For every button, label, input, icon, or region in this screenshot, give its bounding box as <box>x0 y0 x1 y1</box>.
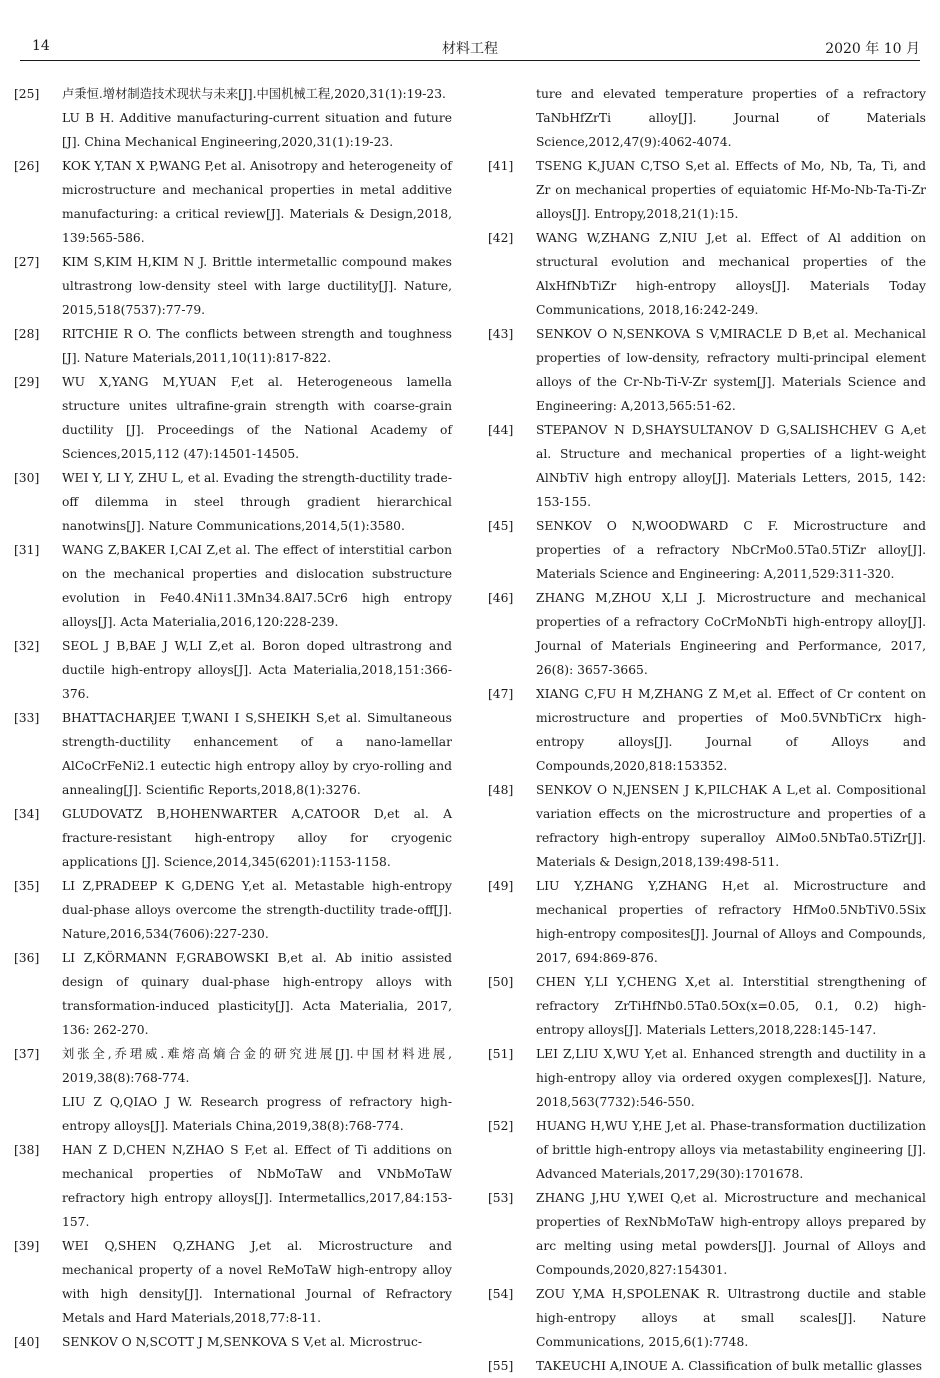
reference-text: CHEN Y,LI Y,CHENG X,et al. Interstitial strengthening of refractory ZrTiHfNb0.5Ta0.5Ox(x=0.05, 0.1, 0.2) high-entropy alloys[J]. Materials Letters,2018,228:145-147. <box>536 975 926 1037</box>
reference-number: [34] <box>14 807 40 821</box>
reference-text: ZOU Y,MA H,SPOLENAK R. Ultrastrong ductile and stable high-entropy alloys at small scales[J]. Nature Communications, 2015,6(1):7748. <box>536 1287 926 1349</box>
reference-entry <box>14 634 452 706</box>
reference-number: [29] <box>14 375 40 389</box>
reference-text: WANG W,ZHANG Z,NIU J,et al. Effect of Al addition on structural evolution and mechanical properties of the AlxHfNbTiZr high-entropy alloys[J]. Materials Today Communications, 2018,16:242-249. <box>536 231 926 317</box>
reference-text: LI Z,PRADEEP K G,DENG Y,et al. Metastable high-entropy dual-phase alloys overcome the strength-ductility trade-off[J]. Nature,2016,534(7606):227-230. <box>62 879 452 941</box>
reference-text: RITCHIE R O. The conflicts between strength and toughness [J]. Nature Materials,2011,10(11):817-822. <box>62 327 452 365</box>
reference-entry <box>488 1114 926 1186</box>
reference-entry <box>14 82 452 154</box>
reference-entry <box>488 322 926 418</box>
reference-text: STEPANOV N D,SHAYSULTANOV D G,SALISHCHEV G A,et al. Structure and mechanical properties of a light-weight AlNbTiV high entropy alloy[J]. Materials Letters, 2015, 142: 153-155. <box>536 423 926 509</box>
reference-text: TAKEUCHI A,INOUE A. Classification of bulk metallic glasses <box>536 1359 923 1373</box>
reference-entry <box>488 682 926 778</box>
reference-entry <box>488 1354 926 1378</box>
reference-text: LI Z,KÖRMANN F,GRABOWSKI B,et al. Ab initio assisted design of quinary dual-phase high-entropy alloys with transformation-induced plasticity[J]. Acta Materialia, 2017, 136: 262-270. <box>62 951 452 1037</box>
reference-entry <box>488 226 926 322</box>
reference-text: TSENG K,JUAN C,TSO S,et al. Effects of Mo, Nb, Ta, Ti, and Zr on mechanical properties of equiatomic Hf-Mo-Nb-Ta-Ti-Zr alloys[J]. Entropy,2018,21(1):15. <box>536 159 926 221</box>
reference-text: ZHANG M,ZHOU X,LI J. Microstructure and mechanical properties of a refractory CoCrMoNbTi high-entropy alloy[J]. Journal of Materials Engineering and Performance, 2017, 26(8): 3657-3665. <box>536 591 926 677</box>
reference-number: [36] <box>14 951 40 965</box>
reference-text: SENKOV O N,SCOTT J M,SENKOVA S V,et al. Microstruc- <box>62 1335 423 1349</box>
reference-number: [37] <box>14 1047 40 1061</box>
reference-text: ture and elevated temperature properties of a refractory TaNbHfZrTi alloy[J]. Journal of Materials Science,2012,47(9):4062-4074. <box>536 87 926 149</box>
reference-number: [31] <box>14 543 40 557</box>
page-number: 14 <box>32 38 50 54</box>
reference-entry <box>488 418 926 514</box>
reference-number: [49] <box>488 879 514 893</box>
reference-number: [33] <box>14 711 40 725</box>
issue-date: 2020 年 10 月 <box>825 41 920 57</box>
reference-number: [32] <box>14 639 40 653</box>
reference-number: [41] <box>488 159 514 173</box>
reference-number: [47] <box>488 687 514 701</box>
reference-text: HUANG H,WU Y,HE J,et al. Phase-transformation ductilization of brittle high-entropy alloys via metastability engineering [J]. Advanced Materials,2017,29(30):1701678. <box>536 1119 926 1181</box>
reference-text: LIU Y,ZHANG Y,ZHANG H,et al. Microstructure and mechanical properties of refractory HfMo0.5NbTiV0.5Six high-entropy composites[J]. Journal of Alloys and Compounds, 2017, 694:869-876. <box>536 879 926 965</box>
reference-entry <box>14 322 452 370</box>
reference-number: [40] <box>14 1335 40 1349</box>
reference-entry <box>488 1282 926 1354</box>
reference-text: WEI Q,SHEN Q,ZHANG J,et al. Microstructure and mechanical property of a novel ReMoTaW high-entropy alloy with high density[J]. International Journal of Refractory Metals and Hard Materials,2018,77:8-11. <box>62 1239 452 1325</box>
reference-text: WANG Z,BAKER I,CAI Z,et al. The effect of interstitial carbon on the mechanical properties and dislocation substructure evolution in Fe40.4Ni11.3Mn34.8Al7.5Cr6 high entropy alloys[J]. Acta Materialia,2016,120:228-239. <box>62 543 452 629</box>
reference-entry <box>14 946 452 1042</box>
reference-entry <box>14 802 452 874</box>
reference-text: 卢秉恒.增材制造技术现状与未来[J].中国机械工程,2020,31(1):19-23. <box>62 87 446 101</box>
reference-text: WEI Y, LI Y, ZHU L, et al. Evading the strength-ductility trade-off dilemma in steel through gradient hierarchical nanotwins[J]. Nature Communications,2014,5(1):3580. <box>62 471 452 533</box>
reference-text: SENKOV O N,SENKOVA S V,MIRACLE D B,et al. Mechanical properties of low-density, refractory multi-principal element alloys of the Cr-Nb-Ti-V-Zr system[J]. Materials Science and Engineering: A,2013,565:51-62. <box>536 327 926 413</box>
reference-text: BHATTACHARJEE T,WANI I S,SHEIKH S,et al. Simultaneous strength-ductility enhancement of a nano-lamellar AlCoCrFeNi2.1 eutectic high entropy alloy by cryo-rolling and annealing[J]. Scientific Reports,2018,8(1):3276. <box>62 711 452 797</box>
reference-number: [51] <box>488 1047 514 1061</box>
reference-entry <box>14 154 452 250</box>
reference-entry <box>14 1330 452 1354</box>
reference-number: [44] <box>488 423 514 437</box>
reference-text: 刘张全,乔珺威.难熔高熵合金的研究进展[J].中国材料进展, 2019,38(8):768-774. <box>62 1047 452 1085</box>
reference-entry <box>14 250 452 322</box>
reference-number: [53] <box>488 1191 514 1205</box>
reference-number: [55] <box>488 1359 514 1373</box>
reference-text: GLUDOVATZ B,HOHENWARTER A,CATOOR D,et al. A fracture-resistant high-entropy alloy for cryogenic applications [J]. Science,2014,345(6201):1153-1158. <box>62 807 452 869</box>
reference-entry <box>488 514 926 586</box>
reference-text: SENKOV O N,WOODWARD C F. Microstructure and properties of a refractory NbCrMo0.5Ta0.5TiZr alloy[J]. Materials Science and Engineering: A,2011,529:311-320. <box>536 519 926 581</box>
reference-entry <box>488 82 926 154</box>
reference-entry <box>488 154 926 226</box>
running-header <box>20 36 920 61</box>
reference-entry <box>488 586 926 682</box>
reference-number: [52] <box>488 1119 514 1133</box>
reference-entry <box>14 874 452 946</box>
reference-text: ZHANG J,HU Y,WEI Q,et al. Microstructure and mechanical properties of RexNbMoTaW high-entropy alloys prepared by arc melting using metal powders[J]. Journal of Alloys and Compounds,2020,827:154301. <box>536 1191 926 1277</box>
reference-text: XIANG C,FU H M,ZHANG Z M,et al. Effect of Cr content on microstructure and properties of Mo0.5VNbTiCrx high-entropy alloys[J]. Journal of Alloys and Compounds,2020,818:153352. <box>536 687 926 773</box>
references-right-column <box>488 82 926 1378</box>
reference-number: [26] <box>14 159 40 173</box>
reference-number: [28] <box>14 327 40 341</box>
reference-number: [42] <box>488 231 514 245</box>
reference-text: KOK Y,TAN X P,WANG P,et al. Anisotropy and heterogeneity of microstructure and mechanical properties in metal additive manufacturing: a critical review[J]. Materials & Design,2018, 139:565-586. <box>62 159 452 245</box>
reference-entry <box>14 706 452 802</box>
reference-entry <box>488 1042 926 1114</box>
reference-text: KIM S,KIM H,KIM N J. Brittle intermetallic compound makes ultrastrong low-density steel with large ductility[J]. Nature, 2015,518(7537):77-79. <box>62 255 452 317</box>
reference-text: LEI Z,LIU X,WU Y,et al. Enhanced strength and ductility in a high-entropy alloy via ordered oxygen complexes[J]. Nature, 2018,563(7732):546-550. <box>536 1047 926 1109</box>
reference-number: [43] <box>488 327 514 341</box>
reference-number: [27] <box>14 255 40 269</box>
reference-number: [48] <box>488 783 514 797</box>
reference-number: [35] <box>14 879 40 893</box>
reference-entry <box>14 538 452 634</box>
reference-entry <box>14 466 452 538</box>
references-left-column <box>14 82 452 1354</box>
reference-number: [30] <box>14 471 40 485</box>
reference-number: [38] <box>14 1143 40 1157</box>
reference-number: [25] <box>14 87 40 101</box>
reference-entry <box>488 778 926 874</box>
reference-number: [50] <box>488 975 514 989</box>
reference-entry <box>14 1234 452 1330</box>
reference-text: WU X,YANG M,YUAN F,et al. Heterogeneous lamella structure unites ultrafine-grain strength with coarse-grain ductility [J]. Proceedings of the National Academy of Sciences,2015,112 (47):14501-14505. <box>62 375 452 461</box>
reference-entry <box>14 1138 452 1234</box>
reference-entry <box>488 1186 926 1282</box>
reference-number: [54] <box>488 1287 514 1301</box>
reference-text: SENKOV O N,JENSEN J K,PILCHAK A L,et al. Compositional variation effects on the microstructure and properties of a refractory high-entropy superalloy AlMo0.5NbTa0.5TiZr[J]. Materials & Design,2018,139:498-511. <box>536 783 926 869</box>
reference-number: [39] <box>14 1239 40 1253</box>
reference-translation: LU B H. Additive manufacturing-current situation and future [J]. China Mechanical Engineering,2020,31(1):19-23. <box>62 111 452 149</box>
journal-title: 材料工程 <box>442 41 498 57</box>
reference-entry <box>488 874 926 970</box>
reference-number: [45] <box>488 519 514 533</box>
reference-text: HAN Z D,CHEN N,ZHAO S F,et al. Effect of Ti additions on mechanical properties of NbMoTaW and VNbMoTaW refractory high entropy alloys[J]. Intermetallics,2017,84:153-157. <box>62 1143 452 1229</box>
reference-entry <box>14 370 452 466</box>
reference-entry <box>488 970 926 1042</box>
reference-entry <box>14 1042 452 1138</box>
reference-text: SEOL J B,BAE J W,LI Z,et al. Boron doped ultrastrong and ductile high-entropy alloys[J]. Acta Materialia,2018,151:366-376. <box>62 639 452 701</box>
reference-number: [46] <box>488 591 514 605</box>
reference-translation: LIU Z Q,QIAO J W. Research progress of refractory high-entropy alloys[J]. Materials China,2019,38(8):768-774. <box>62 1095 452 1133</box>
